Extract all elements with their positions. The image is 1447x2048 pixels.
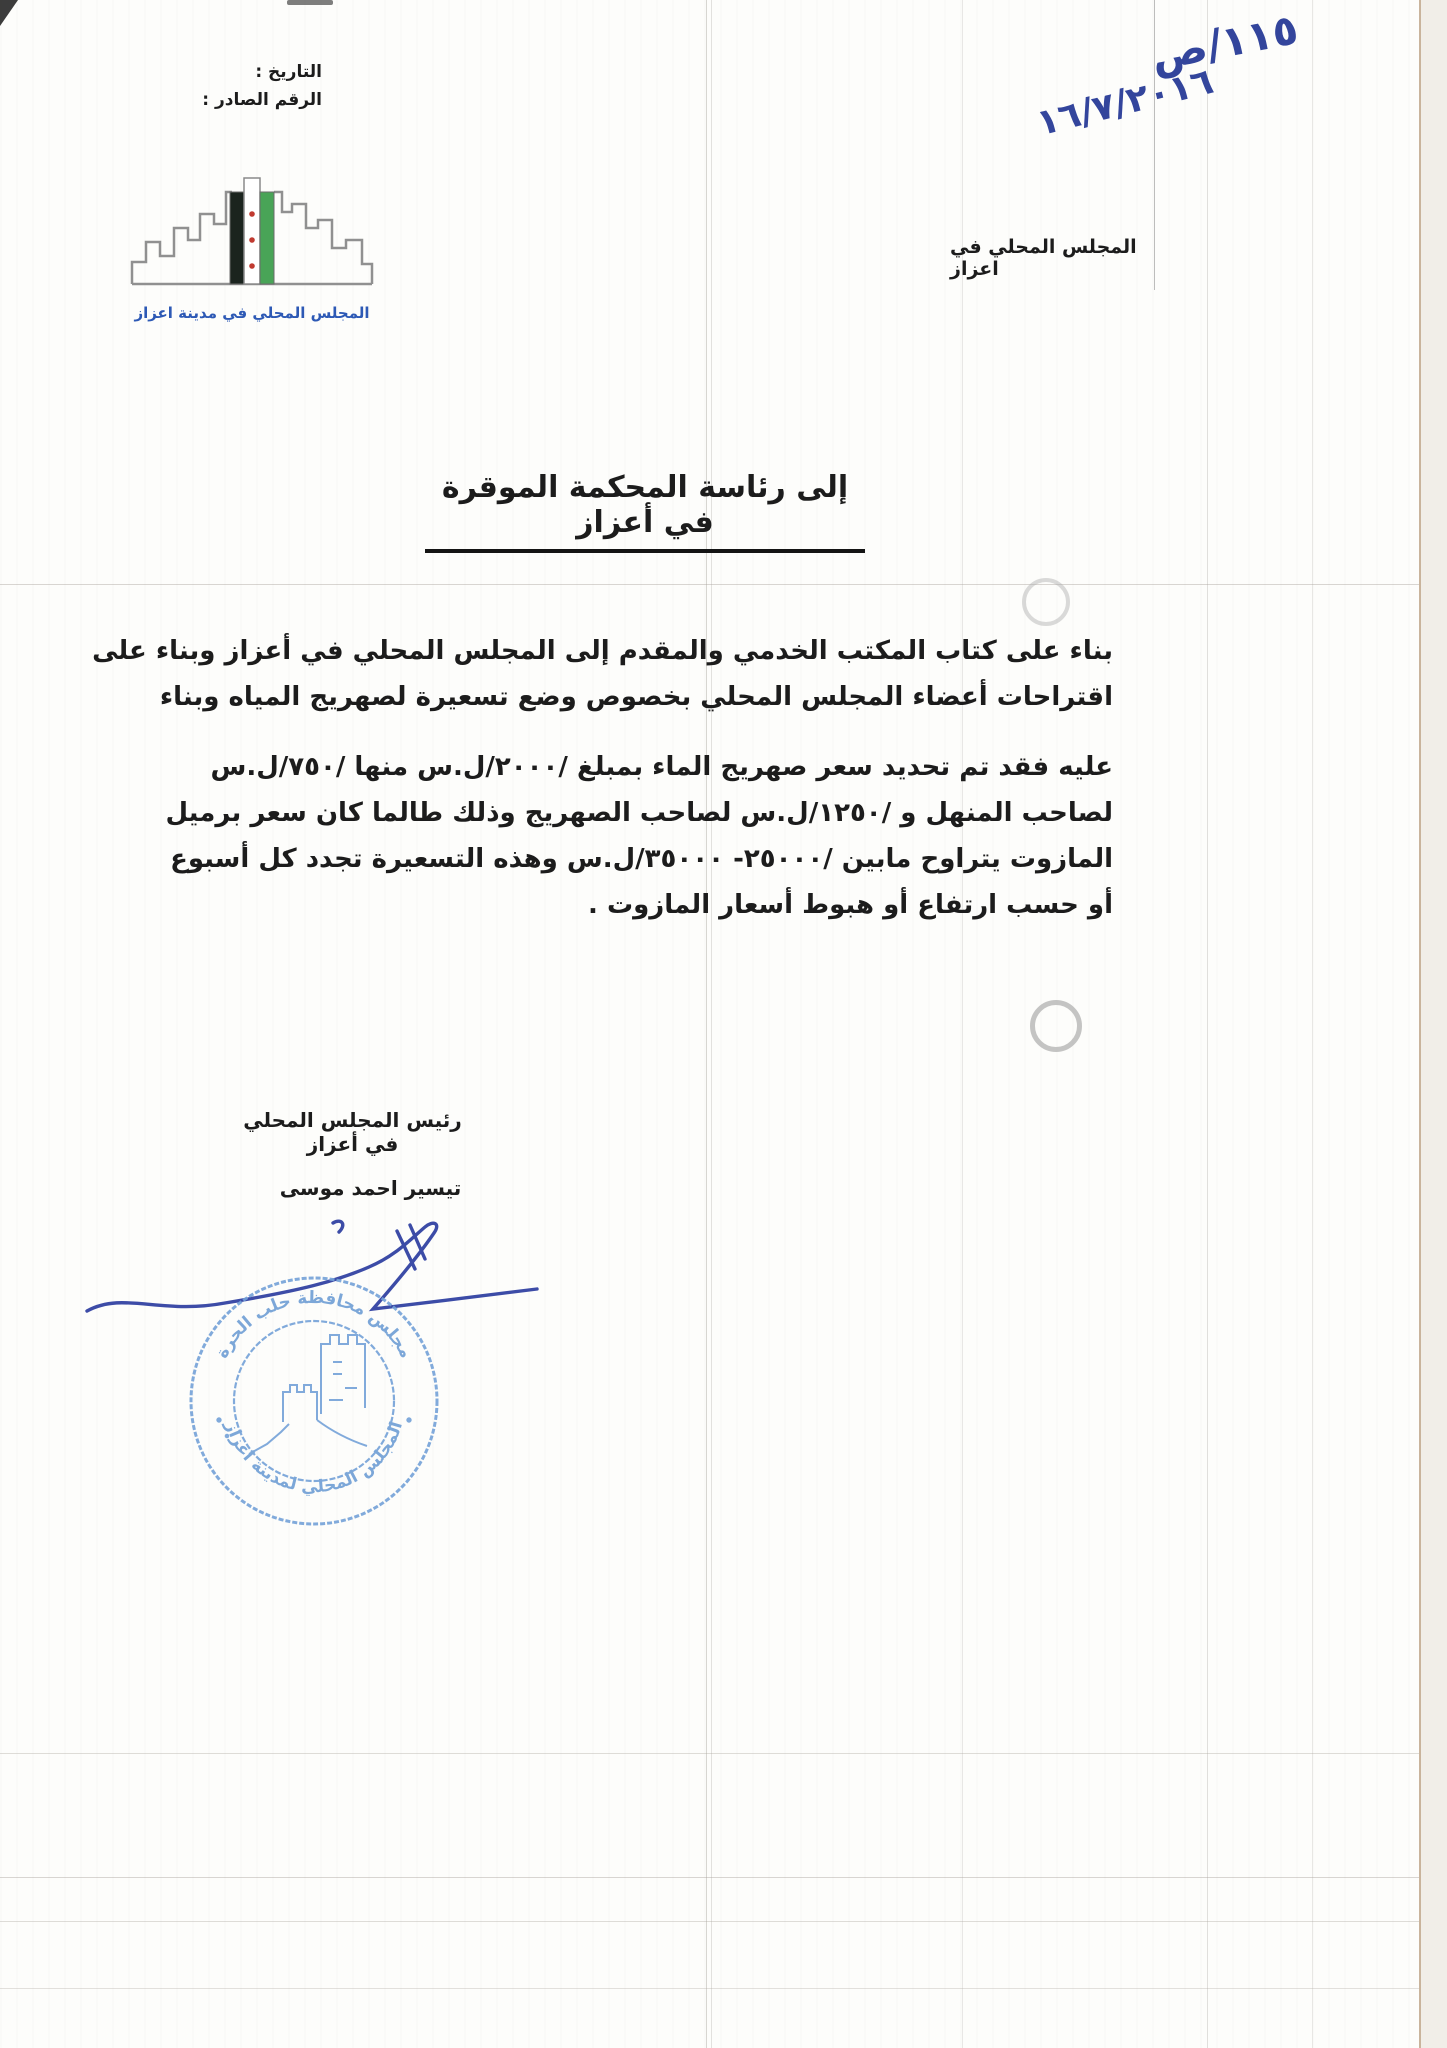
body-line: لصاحب المنهل و /١٢٥٠/ل.س لصاحب الصهريج وذلك طالما كان سعر برميل	[165, 798, 1113, 828]
svg-text:المجلس المحلي لمدينة اعزاز	[221, 1418, 407, 1497]
letter-title: إلى رئاسة المحكمة الموقرة في أعزاز	[425, 470, 865, 553]
council-stamp	[183, 1270, 445, 1532]
flag-star	[249, 263, 255, 269]
serial-number-label: الرقم الصادر :	[202, 90, 322, 111]
fold-line	[711, 0, 712, 2048]
signatory-name: تيسير احمد موسى	[279, 1176, 462, 1200]
scan-line	[0, 1753, 1447, 1754]
signature-stroke	[333, 1221, 343, 1232]
citadel-emblem	[249, 1335, 367, 1454]
date-serial-block	[100, 58, 322, 114]
scan-line	[0, 1988, 1447, 1989]
body-line: بناء على كتاب المكتب الخدمي والمقدم إلى المجلس المحلي في أعزاز وبناء على	[92, 636, 1113, 666]
logo-caption: المجلس المحلي في مدينة اعزاز	[134, 304, 370, 322]
body-line: المازوت يتراوح مابين /٢٥٠٠٠- ٣٥٠٠٠/ل.س وهذه التسعيرة تجدد كل أسبوع	[170, 844, 1113, 874]
fold-line	[962, 0, 963, 2048]
body-line: اقتراحات أعضاء المجلس المحلي بخصوص وضع تسعيرة لصهريج المياه وبناء	[159, 682, 1113, 712]
flag-star	[249, 237, 255, 243]
org-name-header: المجلس المحلي في اعزاز	[950, 236, 1137, 280]
scan-line	[0, 584, 1447, 585]
council-logo	[126, 162, 378, 334]
skyline-left	[132, 192, 232, 284]
svg-text:مجلس محافظة حلب الحرة	[212, 1288, 416, 1362]
fold-line	[706, 0, 707, 2048]
page-edge-shadow	[1419, 0, 1447, 2048]
punch-hole	[1030, 1000, 1082, 1052]
stamp-dot	[407, 1418, 411, 1422]
scan-line	[0, 1921, 1447, 1922]
scan-corner-mark	[0, 0, 18, 26]
fold-line	[1207, 0, 1208, 2048]
signatory-role: رئيس المجلس المحلي في أعزاز	[243, 1108, 462, 1156]
punch-hole	[1022, 578, 1070, 626]
letter-body	[92, 628, 1113, 928]
skyline-right	[274, 192, 372, 284]
flag-star	[249, 211, 255, 217]
handwritten-reference-number: ١١٥/ص	[1146, 4, 1303, 81]
date-label: التاريخ :	[255, 62, 322, 82]
handwritten-date: ١٦/٧/٢٠١٦	[1032, 60, 1218, 145]
scan-line	[0, 1877, 1447, 1878]
stamp-dot	[217, 1418, 221, 1422]
stamp-text-bottom: المجلس المحلي لمدينة اعزاز	[220, 1419, 407, 1498]
stamp-text-top: مجلس محافظة حلب الحرة	[212, 1287, 416, 1362]
scan-top-mark	[287, 0, 333, 5]
flag-stripe-black	[230, 192, 244, 284]
flag-stripe-green	[260, 192, 274, 284]
body-line: عليه فقد تم تحديد سعر صهريج الماء بمبلغ /٢٠٠٠/ل.س منها /٧٥٠/ل.س	[210, 752, 1113, 782]
body-line: أو حسب ارتفاع أو هبوط أسعار المازوت .	[588, 890, 1113, 920]
fold-line	[1312, 0, 1313, 2048]
